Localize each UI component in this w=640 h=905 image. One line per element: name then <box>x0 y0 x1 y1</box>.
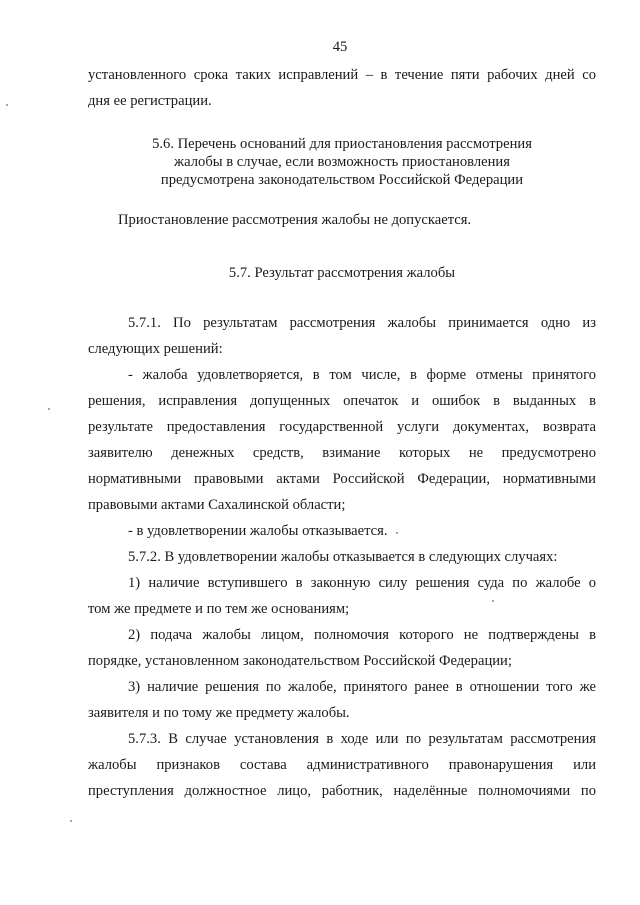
scan-speck <box>396 532 398 534</box>
section-heading-line: предусмотрена законодательством Российской Федерации <box>160 172 524 188</box>
scan-speck <box>48 408 50 410</box>
section-heading-line: жалобы в случае, если возможность приостановления <box>174 154 510 170</box>
list-item-line: том же предмете и по тем же основаниям; <box>88 601 350 617</box>
paragraph-line: 5.7.3. В случае установления в ходе или по результатам рассмотрения <box>128 731 596 747</box>
paragraph-line: 5.7.1. По результатам рассмотрения жалобы принимается одно из <box>128 315 596 331</box>
paragraph-line: преступления должностное лицо, работник, наделённые полномочиями по <box>88 783 596 799</box>
paragraph-line: жалобы признаков состава административного правонарушения или <box>88 757 596 773</box>
list-item-line: - жалоба удовлетворяется, в том числе, в форме отмены принятого <box>128 367 596 383</box>
list-item-line: заявителя и по тому же предмету жалобы. <box>88 705 350 721</box>
section-heading: 5.7. Результат рассмотрения жалобы <box>228 265 456 281</box>
list-item-line: 2) подача жалобы лицом, полномочия которого не подтверждены в <box>128 627 596 643</box>
list-item-line: решения, исправления допущенных опечаток и ошибок в выданных в <box>88 393 596 409</box>
list-item-line: порядке, установленном законодательством Российской Федерации; <box>88 653 512 669</box>
list-item-line: нормативными правовыми актами Российской Федерации, нормативными <box>88 471 596 487</box>
paragraph-line: установленного срока таких исправлений – в течение пяти рабочих дней со <box>88 67 596 83</box>
list-item-line: правовыми актами Сахалинской области; <box>88 497 346 513</box>
list-item-line: результате предоставления государственной услуги документах, возврата <box>88 419 596 435</box>
list-item-line: заявителю денежных средств, взимание которых не предусмотрено <box>88 445 596 461</box>
page-number: 45 <box>332 39 348 55</box>
section-heading-line: 5.6. Перечень оснований для приостановления рассмотрения <box>152 136 532 152</box>
paragraph-line: 5.7.2. В удовлетворении жалобы отказывается в следующих случаях: <box>128 549 558 565</box>
scan-speck <box>492 600 494 602</box>
paragraph-line: следующих решений: <box>88 341 223 357</box>
scan-speck <box>6 104 8 106</box>
list-item-line: 1) наличие вступившего в законную силу решения суда по жалобе о <box>128 575 596 591</box>
list-item-line: - в удовлетворении жалобы отказывается. <box>128 523 388 539</box>
scan-speck <box>70 820 72 822</box>
paragraph-line: Приостановление рассмотрения жалобы не допускается. <box>118 212 472 228</box>
list-item-line: 3) наличие решения по жалобе, принятого ранее в отношении того же <box>128 679 596 695</box>
paragraph-line: дня ее регистрации. <box>88 93 212 109</box>
